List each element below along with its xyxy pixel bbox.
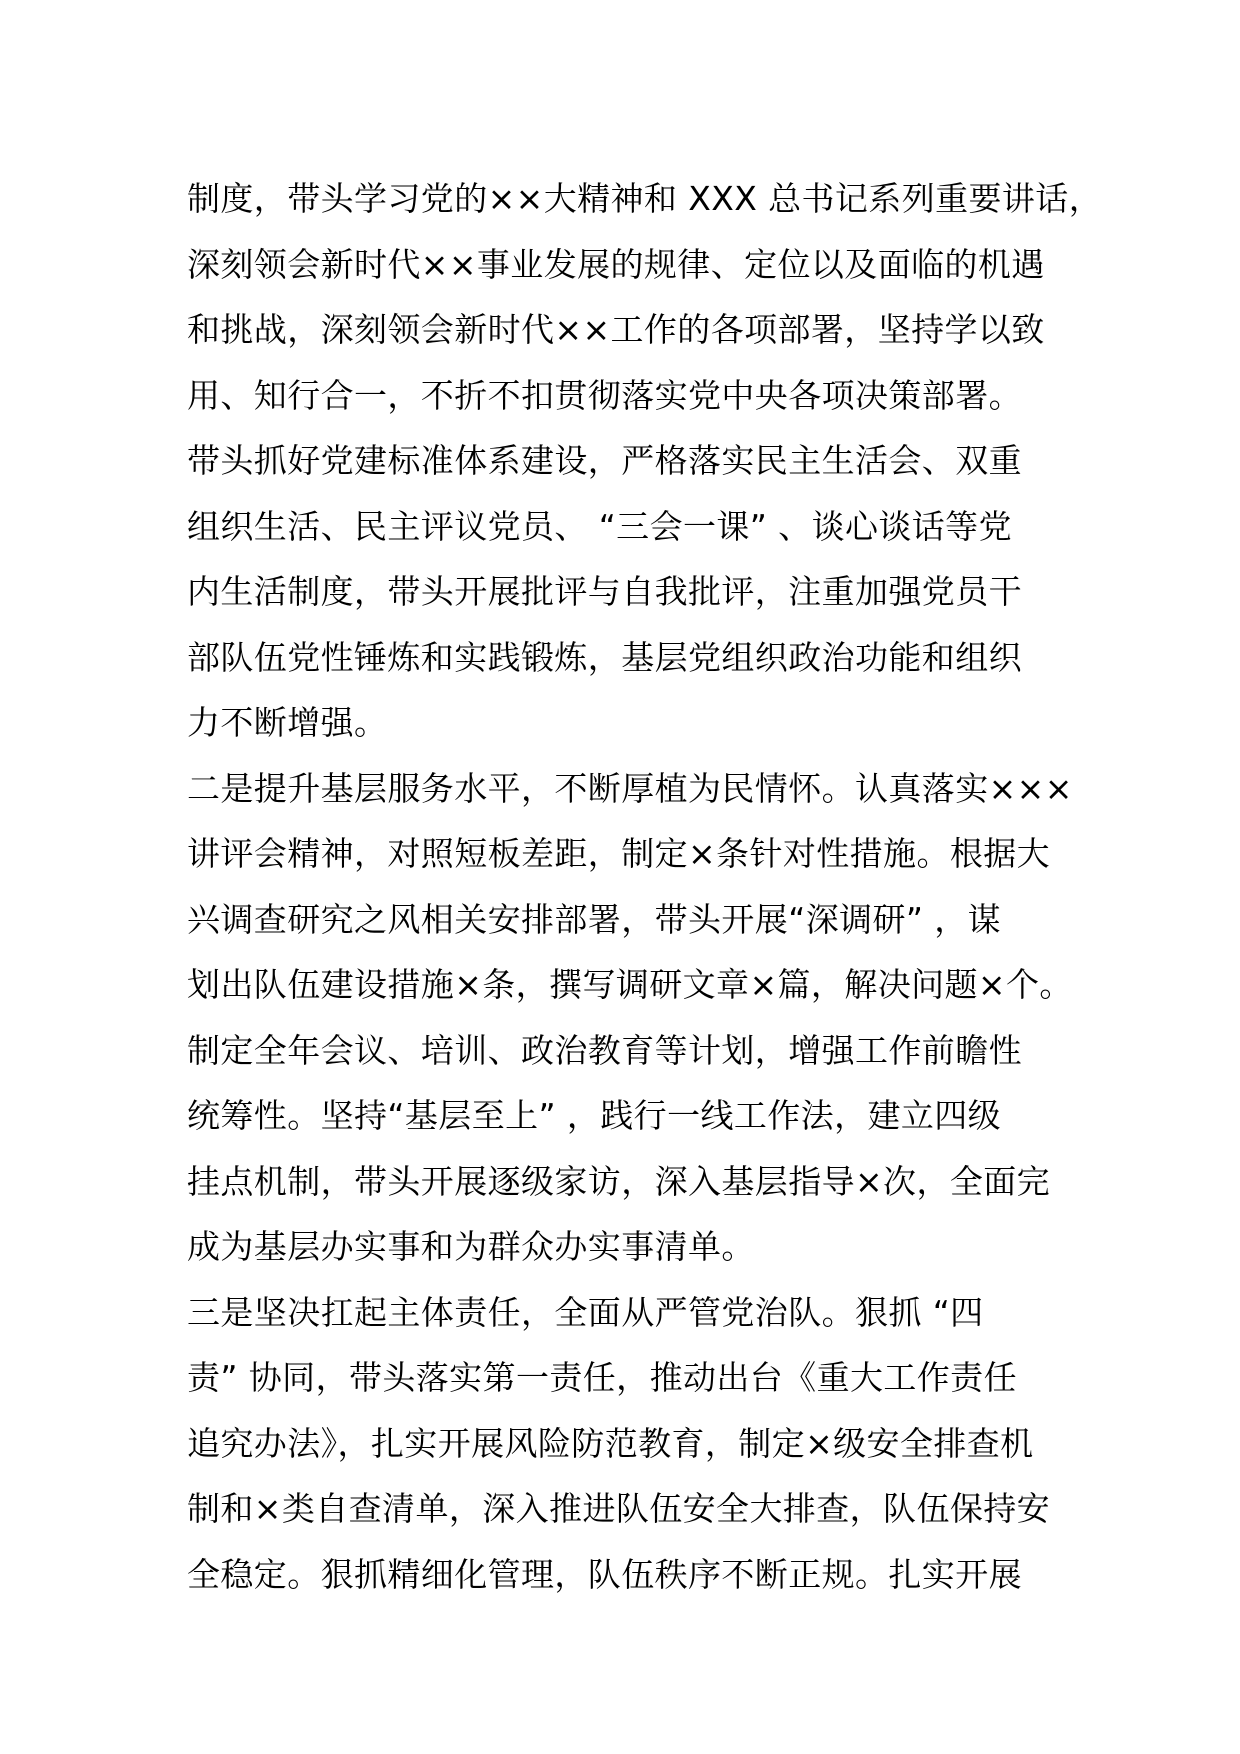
text-line-17: 成为基层办实事和为群众办实事清单。	[187, 1227, 755, 1266]
text-line-14: 制定全年会议、培训、政治教育等计划，增强工作前瞻性	[187, 1030, 1022, 1070]
text-line-22: 全稳定。狠抓精细化管理，队伍秩序不断正规。扎实开展	[187, 1554, 1022, 1594]
text-line-19: 责” 协同，带头落实第一责任，推动出台《重大工作责任	[187, 1358, 1017, 1397]
text-line-5: 带头抓好党建标准体系建设，严格落实民主生活会、双重	[187, 441, 1022, 480]
body-text	[187, 166, 1103, 1607]
text-line-21: 制和×类自查清单，深入推进队伍安全大排查，队伍保持安	[187, 1489, 1051, 1528]
text-line-16: 挂点机制，带头开展逐级家访，深入基层指导×次，全面完	[187, 1161, 1051, 1201]
text-line-7: 内生活制度，带头开展批评与自我批评，注重加强党员干	[187, 572, 1022, 611]
text-line-3: 和挑战，深刻领会新时代××工作的各项部署，坚持学以致	[187, 310, 1045, 349]
text-line-15: 统筹性。坚持“基层至上” ，践行一线工作法，建立四级	[187, 1096, 1002, 1135]
text-line-9: 力不断增强。	[187, 703, 388, 742]
text-line-2: 深刻领会新时代××事业发展的规律、定位以及面临的机遇	[187, 244, 1045, 284]
text-line-10: 二是提升基层服务水平，不断厚植为民情怀。认真落实×××	[187, 768, 1073, 808]
text-line-18: 三是坚决扛起主体责任，全面从严管党治队。狠抓 “四	[187, 1292, 984, 1332]
text-line-6: 组织生活、民主评议党员、 “三会一课” 、谈心谈话等党	[187, 506, 1012, 546]
text-line-4: 用、知行合一，不折不扣贯彻落实党中央各项决策部署。	[187, 375, 1022, 415]
text-line-20: 追究办法》，扎实开展风险防范教育，制定×级安全排查机	[187, 1423, 1034, 1463]
text-line-11: 讲评会精神，对照短板差距，制定×条针对性措施。根据大	[187, 834, 1051, 873]
text-line-13: 划出队伍建设措施×条，撰写调研文章×篇，解决问题×个。	[187, 965, 1073, 1004]
text-line-12: 兴调查研究之风相关安排部署，带头开展“深调研” ，谋	[187, 899, 1002, 939]
text-line-1: 制度，带头学习党的××大精神和 XXX 总书记系列重要讲话，	[187, 179, 1103, 218]
text-line-8: 部队伍党性锤炼和实践锻炼，基层党组织政治功能和组织	[187, 637, 1022, 677]
